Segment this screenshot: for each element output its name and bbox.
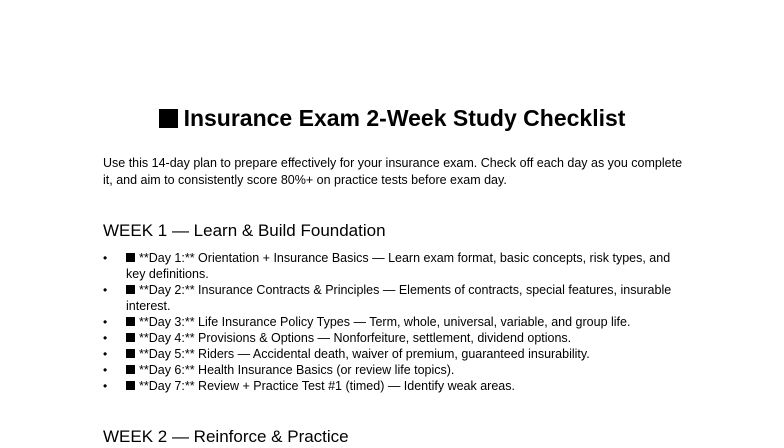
list-item (103, 282, 693, 314)
week2-heading: WEEK 2 — Reinforce & Practice (103, 427, 349, 446)
list-item (103, 330, 693, 346)
black-square-icon (126, 253, 135, 262)
list-item (103, 250, 693, 282)
black-square-icon (126, 381, 135, 390)
list-item-text: **Day 3:** Life Insurance Policy Types — Term, whole, universal, variable, and group life. (139, 315, 631, 329)
bullet-icon: • (103, 379, 108, 393)
page-title (0, 103, 784, 133)
bullet-icon: • (103, 283, 108, 297)
week1-checklist (103, 250, 693, 394)
black-square-icon (159, 109, 178, 128)
black-square-icon (126, 285, 135, 294)
list-item (103, 378, 693, 394)
bullet-icon: • (103, 315, 108, 329)
list-item (103, 362, 693, 378)
list-item-text: **Day 4:** Provisions & Options — Nonforfeiture, settlement, dividend options. (139, 331, 572, 345)
bullet-icon: • (103, 331, 108, 345)
bullet-icon: • (103, 363, 108, 377)
list-item-text: **Day 7:** Review + Practice Test #1 (timed) — Identify weak areas. (139, 379, 515, 393)
black-square-icon (126, 349, 135, 358)
black-square-icon (126, 317, 135, 326)
bullet-icon: • (103, 347, 108, 361)
list-item (103, 346, 693, 362)
page-title-text: Insurance Exam 2-Week Study Checklist (183, 105, 626, 131)
bullet-icon: • (103, 251, 108, 265)
list-item (103, 314, 693, 330)
week1-heading: WEEK 1 — Learn & Build Foundation (103, 221, 386, 240)
list-item-text: **Day 2:** Insurance Contracts & Principles — Elements of contracts, special features, insurable interest. (126, 283, 672, 313)
black-square-icon (126, 365, 135, 374)
list-item-text: **Day 6:** Health Insurance Basics (or review life topics). (139, 363, 455, 377)
list-item-text: **Day 1:** Orientation + Insurance Basics — Learn exam format, basic concepts, risk types, and key definitions. (126, 251, 671, 281)
list-item-text: **Day 5:** Riders — Accidental death, waiver of premium, guaranteed insurability. (139, 347, 590, 361)
black-square-icon (126, 333, 135, 342)
intro-paragraph: Use this 14-day plan to prepare effectively for your insurance exam. Check off each day as you complete it, and aim to consistently score 80%+ on practice tests before exam day. (103, 156, 683, 187)
